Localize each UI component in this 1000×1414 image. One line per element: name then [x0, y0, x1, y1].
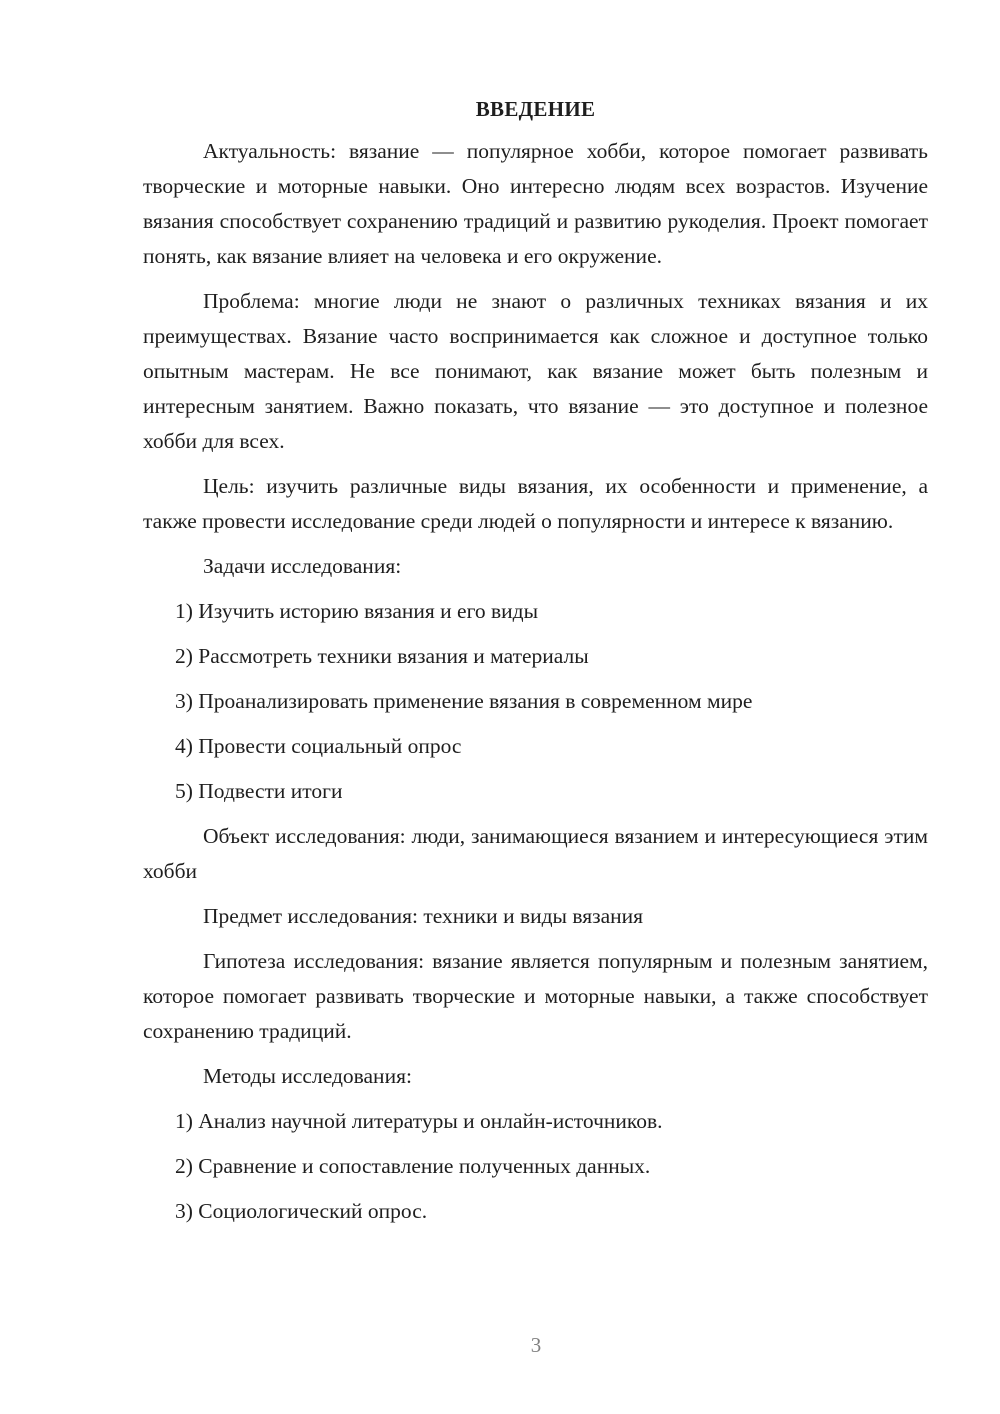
- task-item: 2) Рассмотреть техники вязания и материалы: [175, 644, 589, 668]
- methods-list: [143, 1104, 928, 1229]
- section-title: ВВЕДЕНИЕ: [475, 97, 596, 121]
- tasks-list: [143, 594, 928, 809]
- document-page: [143, 94, 928, 1239]
- task-item: 4) Провести социальный опрос: [175, 734, 462, 758]
- problem-paragraph: Проблема: многие люди не знают о различных техниках вязания и их преимуществах. Вязание часто воспринимается как сложное и доступное только опытным мастерам. Не все понимают, как вязание может быть полезным и интересным занятием. Важно показать, что вязание — это доступное и полезное хобби для всех.: [143, 289, 928, 453]
- methods-label: Методы исследования:: [203, 1064, 412, 1088]
- method-item: 3) Социологический опрос.: [175, 1199, 428, 1223]
- relevance-paragraph: Актуальность: вязание — популярное хобби, которое помогает развивать творческие и моторные навыки. Оно интересно людям всех возрастов. Изучение вязания способствует сохранению традиций и развитию рукоделия. Проект помогает понять, как вязание влияет на человека и его окружение.: [143, 139, 928, 268]
- task-item: 5) Подвести итоги: [175, 779, 343, 803]
- tasks-label: Задачи исследования:: [203, 554, 402, 578]
- goal-paragraph: Цель: изучить различные виды вязания, их особенности и применение, а также провести исследование среди людей о популярности и интересе к вязанию.: [143, 474, 928, 533]
- object-paragraph: Объект исследования: люди, занимающиеся вязанием и интересующиеся этим хобби: [143, 824, 928, 883]
- page-number: 3: [530, 1333, 542, 1357]
- hypothesis-paragraph: Гипотеза исследования: вязание является популярным и полезным занятием, которое помогает развивать творческие и моторные навыки, а также способствует сохранению традиций.: [143, 949, 928, 1043]
- task-item: 1) Изучить историю вязания и его виды: [175, 599, 539, 623]
- method-item: 2) Сравнение и сопоставление полученных данных.: [175, 1154, 651, 1178]
- method-item: 1) Анализ научной литературы и онлайн-источников.: [175, 1109, 663, 1133]
- task-item: 3) Проанализировать применение вязания в современном мире: [175, 689, 753, 713]
- subject-paragraph: Предмет исследования: техники и виды вязания: [203, 904, 644, 928]
